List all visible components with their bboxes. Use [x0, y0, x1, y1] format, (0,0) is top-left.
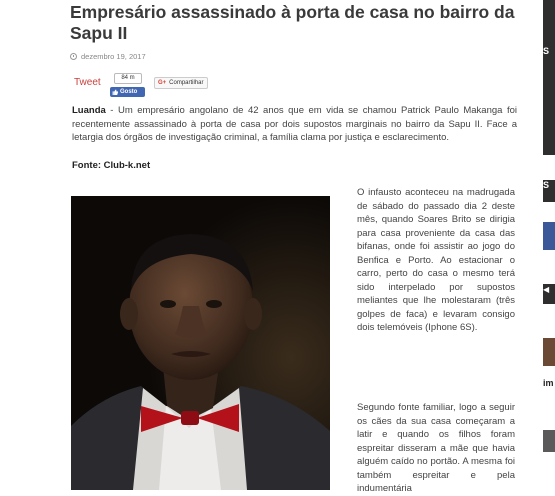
facebook-like-widget	[110, 73, 146, 97]
facebook-like-button[interactable]	[110, 87, 145, 97]
lead-text: - Um empresário angolano de 42 anos que em vida se chamou Patrick Paulo Makanga foi recentemente assassinado à porta de casa por dois supostos marginais no bairro da Sapu II. Face a letargia dos órgãos de investigação criminal, a família clama por justiça e esclarecimento.	[72, 105, 517, 143]
article-photo	[71, 196, 330, 490]
sidebar-header	[543, 180, 555, 202]
sidebar-facebook-widget[interactable]	[543, 222, 555, 250]
sidebar-headline-fragment[interactable]: im	[543, 378, 554, 388]
article-meta	[70, 52, 146, 61]
sidebar-thumbnail-2[interactable]	[543, 430, 555, 452]
lead-place: Luanda	[72, 105, 106, 116]
facebook-like-count: 84 m	[114, 73, 142, 84]
sidebar-header-label: S	[543, 180, 550, 190]
clock-icon	[70, 53, 77, 60]
sidebar-thumbnail[interactable]	[543, 338, 555, 366]
portrait-photo	[71, 196, 330, 490]
article-lead	[72, 104, 517, 145]
article-paragraph-2: Segundo fonte familiar, logo a seguir os cães da sua casa começaram a latir e quando os filhos foram espreitar disseram a mãe que havia alguém caído no portão. A mesma foi também espreitar e pela indumentária	[357, 402, 515, 494]
sidebar	[541, 0, 555, 490]
thumbs-up-icon	[112, 89, 118, 95]
article-paragraph-1: O infausto aconteceu na madrugada de sábado do passado dia 2 deste mês, quando Soares Brito se dirigia para casa proveniente da casa das bifanas, onde foi assistir ao jogo do Benfica e Porto. Ao estacionar o carro, perto do casa o mesmo terá sido interpelado por supostos meliantes que lhe molestaram (três golpes de faca) e levaram consigo dois telemóveis (Iphone 6S).	[357, 187, 515, 333]
sidebar-tab-arrow[interactable]	[543, 284, 555, 304]
sidebar-panel-letter: S	[543, 46, 550, 56]
chevron-left-icon: ◀	[543, 285, 550, 294]
facebook-like-label: Gosto	[120, 89, 138, 95]
sidebar-dark-panel	[543, 0, 555, 155]
tweet-button[interactable]: Tweet	[74, 77, 101, 88]
google-plus-icon: G+	[158, 80, 167, 86]
google-plus-share-button[interactable]	[154, 77, 208, 89]
article-title: Empresário assassinado à porta de casa no bairro da Sapu II	[70, 2, 515, 43]
article-source: Fonte: Club-k.net	[72, 160, 151, 171]
article-date: dezembro 19, 2017	[81, 52, 146, 61]
google-plus-label: Compartilhar	[169, 80, 204, 86]
